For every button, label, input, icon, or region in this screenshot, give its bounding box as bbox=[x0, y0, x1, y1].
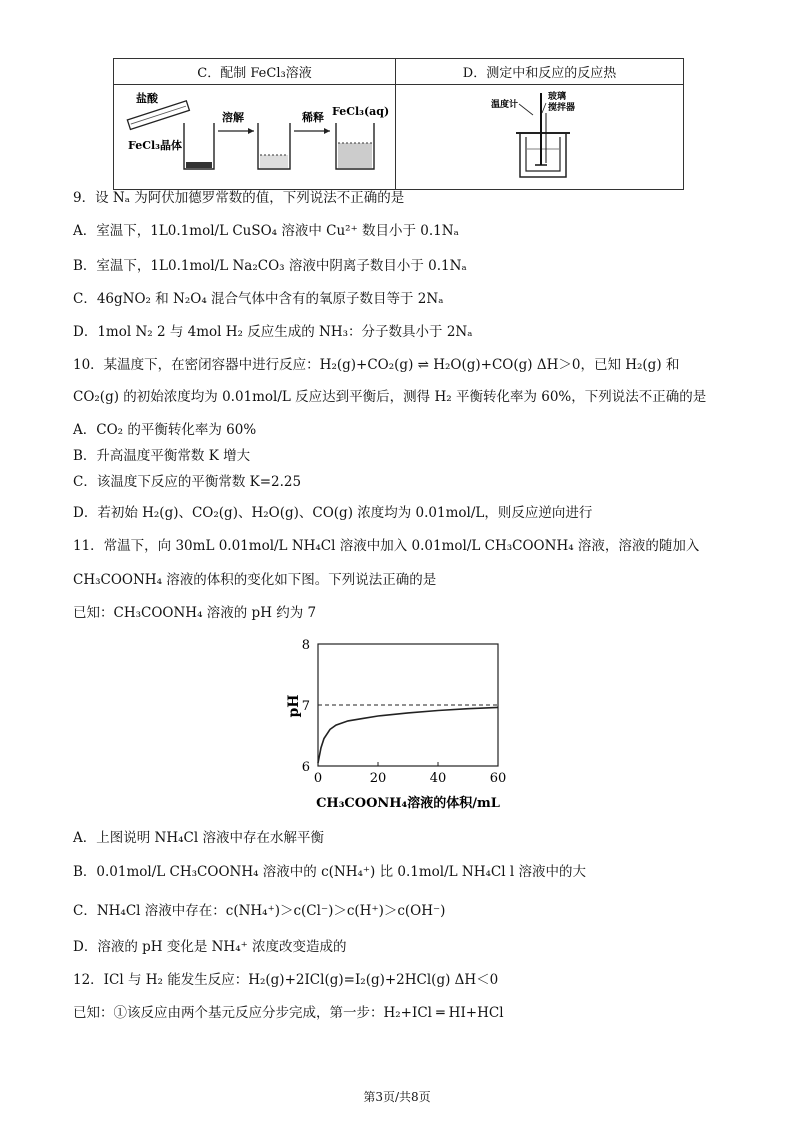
q11-stem-line-1: 11．常温下，向 30mL 0.01mol/L NH₄Cl 溶液中加入 0.01mol/L CH₃COONH₄ 溶液，溶液的随加入 bbox=[73, 538, 700, 554]
beaker-3-icon bbox=[336, 123, 374, 169]
test-tube-icon bbox=[127, 101, 189, 130]
acid-label: 盐酸 bbox=[136, 92, 158, 105]
q10-stem-line-2: CO₂(g) 的初始浓度均为 0.01mol/L 反应达到平衡后，测得 H₂ 平衡转化率为 60%，下列说法不正确的是 bbox=[73, 389, 707, 405]
calorimeter-diagram bbox=[396, 85, 683, 185]
option-d-header: D．测定中和反应的反应热 bbox=[396, 59, 684, 85]
dilute-label: 稀释 bbox=[302, 111, 324, 124]
q10-option-c: C．该温度下反应的平衡常数 K=2.25 bbox=[73, 474, 302, 490]
q12-known: 已知：①该反应由两个基元反应分步完成，第一步：H₂+ICl ═ HI+HCl bbox=[73, 1005, 504, 1021]
solution-label: FeCl₃(aq) bbox=[332, 105, 390, 118]
y-tick-label: 6 bbox=[301, 760, 310, 775]
y-axis-label: pH bbox=[286, 694, 302, 718]
q11-option-c: C．NH₄Cl 溶液中存在：c(NH₄⁺)＞c(Cl⁻)＞c(H⁺)＞c(OH⁻) bbox=[73, 903, 446, 919]
q10-option-a: A．CO₂ 的平衡转化率为 60% bbox=[73, 422, 257, 438]
page-footer: 第3页/共8页 bbox=[363, 1090, 431, 1104]
q11-option-b: B．0.01mol/L CH₃COONH₄ 溶液中的 c(NH₄⁺) 比 0.1mol/L NH₄Cl l 溶液中的大 bbox=[73, 864, 586, 880]
q9-option-c: C．46gNO₂ 和 N₂O₄ 混合气体中含有的氧原子数目等于 2Nₐ bbox=[73, 291, 444, 307]
fecl3-preparation-diagram bbox=[114, 85, 395, 185]
x-tick-label: 60 bbox=[489, 771, 507, 786]
y-tick-label: 7 bbox=[301, 699, 310, 714]
ph-curve bbox=[318, 707, 498, 763]
q11-known: 已知：CH₃COONH₄ 溶液的 pH 约为 7 bbox=[73, 605, 317, 621]
q11-option-d: D．溶液的 pH 变化是 NH₄⁺ 浓度改变造成的 bbox=[73, 939, 347, 955]
crystal-label: FeCl₃晶体 bbox=[128, 139, 182, 152]
x-axis-label: CH₃COONH₄溶液的体积/mL bbox=[316, 796, 500, 811]
x-tick-label: 40 bbox=[429, 771, 447, 786]
option-c-header: C．配制 FeCl₃溶液 bbox=[114, 59, 396, 85]
beaker-2-icon bbox=[258, 123, 290, 169]
stirrer-label-2: 搅拌器 bbox=[548, 103, 576, 113]
x-tick-label: 20 bbox=[369, 771, 387, 786]
plot-frame bbox=[318, 644, 498, 766]
q11-stem-line-2: CH₃COONH₄ 溶液的体积的变化如下图。下列说法正确的是 bbox=[73, 572, 437, 588]
y-tick-label: 8 bbox=[301, 638, 310, 653]
q9-option-b: B．室温下，1L0.1mol/L Na₂CO₃ 溶液中阴离子数目小于 0.1Nₐ bbox=[73, 258, 467, 274]
options-table bbox=[113, 58, 684, 190]
stirrer-label-1: 玻璃 bbox=[548, 92, 567, 102]
q11-option-a: A．上图说明 NH₄Cl 溶液中存在水解平衡 bbox=[73, 830, 324, 846]
option-c-figure bbox=[114, 85, 396, 190]
q9-option-a: A．室温下，1L0.1mol/L CuSO₄ 溶液中 Cu²⁺ 数目小于 0.1Nₐ bbox=[73, 223, 459, 239]
thermometer-label: 温度计 bbox=[491, 100, 519, 110]
option-d-figure bbox=[396, 85, 684, 190]
q10-stem-line-1: 10．某温度下，在密闭容器中进行反应：H₂(g)+CO₂(g) ⇌ H₂O(g)+CO(g) ΔH＞0，已知 H₂(g) 和 bbox=[73, 357, 680, 373]
ph-chart bbox=[280, 630, 520, 820]
q9-option-d: D．1mol N₂ 2 与 4mol H₂ 反应生成的 NH₃：分子数具小于 2Nₐ bbox=[73, 324, 473, 340]
q12-stem: 12．ICl 与 H₂ 能发生反应：H₂(g)+2ICl(g)=I₂(g)+2HCl(g) ΔH＜0 bbox=[73, 972, 499, 988]
x-tick-label: 0 bbox=[313, 771, 323, 786]
q10-option-b: B．升高温度平衡常数 K 增大 bbox=[73, 448, 251, 464]
q10-option-d: D．若初始 H₂(g)、CO₂(g)、H₂O(g)、CO(g) 浓度均为 0.01mol/L，则反应逆向进行 bbox=[73, 505, 593, 521]
dissolve-label: 溶解 bbox=[222, 111, 244, 124]
beaker-1-icon bbox=[184, 123, 214, 169]
q9-stem: 9．设 Nₐ 为阿伏加德罗常数的值，下列说法不正确的是 bbox=[73, 190, 405, 206]
